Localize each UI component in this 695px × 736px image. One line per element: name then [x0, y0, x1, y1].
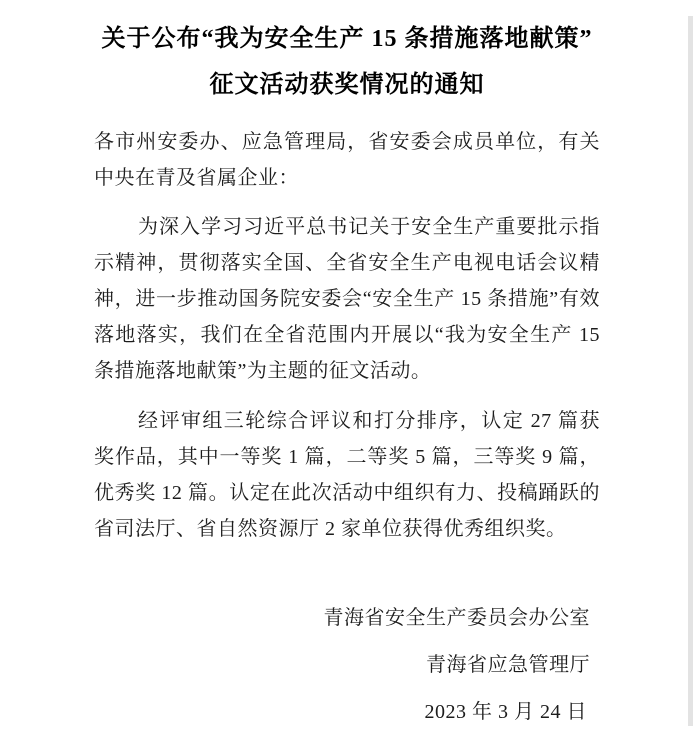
page-right-edge-line [688, 16, 693, 726]
body-paragraph-1: 为深入学习习近平总书记关于安全生产重要批示指示精神，贯彻落实全国、全省安全生产电视电话会议精神，进一步推动国务院安委会“安全生产 15 条措施”有效落地落实，我们在全省范围内开展以“我为安全生产 15 条措施落地献策”为主题的征文活动。 [94, 216, 600, 383]
signature-org-primary: 青海省安全生产委员会办公室 [323, 607, 590, 630]
signature-date: 2023 年 3 月 24 日 [424, 701, 587, 724]
document-title [94, 16, 600, 108]
document-title-line-1: 关于公布“我为安全生产 15 条措施落地献策” [101, 26, 593, 53]
body-paragraph-2: 经评审组三轮综合评议和打分排序，认定 27 篇获奖作品，其中一等奖 1 篇，二等奖 5 篇，三等奖 9 篇，优秀奖 12 篇。认定在此次活动中组织有力、投稿踊跃的省司法厅、省自然资源厅 2 家单位获得优秀组织奖。 [94, 410, 600, 541]
document-page [0, 16, 695, 726]
salutation-paragraph: 各市州安委办、应急管理局，省安委会成员单位，有关中央在青及省属企业： [94, 131, 600, 190]
signature-block [94, 595, 600, 736]
document-content [0, 16, 695, 736]
document-title-line-2: 征文活动获奖情况的通知 [209, 72, 485, 99]
signature-org-secondary: 青海省应急管理厅 [426, 654, 590, 677]
